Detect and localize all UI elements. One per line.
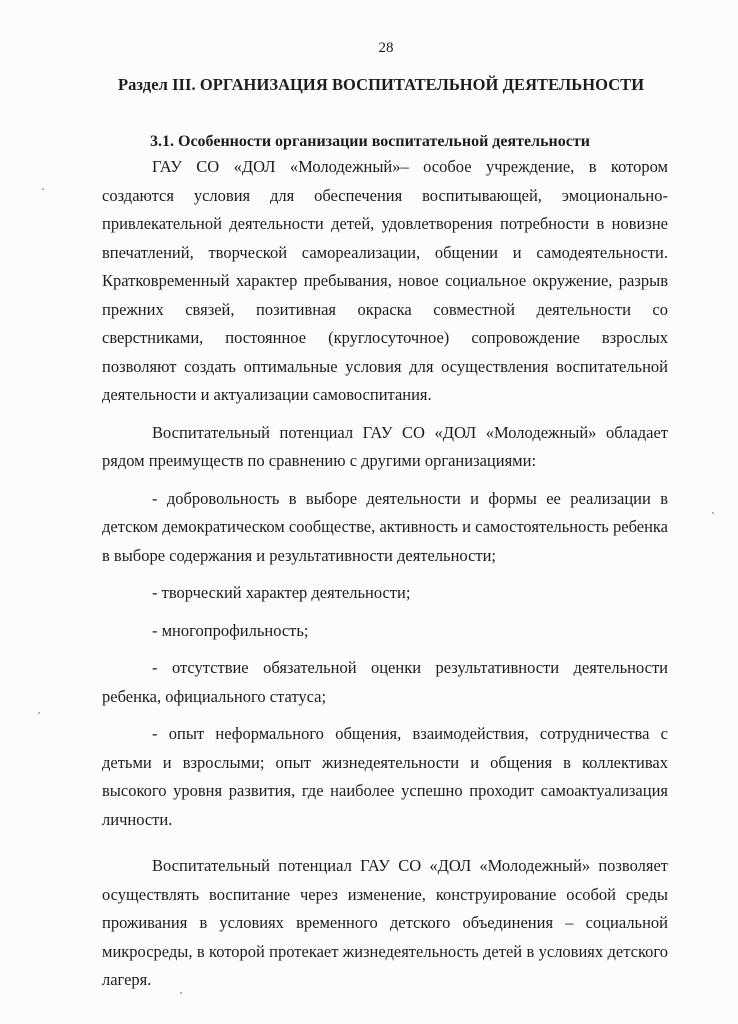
subsection-title: 3.1. Особенности организации воспитательной деятельности — [150, 133, 590, 150]
list-item-voluntariness: - добровольность в выборе деятельности и формы ее реализации в детском демократическом сообществе, активность и самостоятельность ребенка в выборе содержания и результативности деятельности; — [102, 488, 668, 565]
list-item-no-evaluation: - отсутствие обязательной оценки результативности деятельности ребенка, официального статуса; — [102, 658, 668, 706]
scan-speck — [712, 512, 714, 514]
page-number: 28 — [378, 40, 394, 56]
scan-speck — [180, 992, 182, 994]
paragraph-potential-advantages: Воспитательный потенциал ГАУ СО «ДОЛ «Молодежный» обладает рядом преимуществ по сравнению с другими организациями: — [102, 422, 668, 470]
scan-speck — [38, 712, 40, 714]
list-item-creative-character: - творческий характер деятельности; — [152, 583, 411, 602]
section-title: Раздел III. ОРГАНИЗАЦИЯ ВОСПИТАТЕЛЬНОЙ ДЕЯТЕЛЬНОСТИ — [118, 75, 645, 94]
scan-speck — [42, 188, 44, 190]
list-item-multiprofile: - многопрофильность; — [152, 620, 309, 640]
body-text — [102, 153, 668, 995]
paragraph-potential-environment: Воспитательный потенциал ГАУ СО «ДОЛ «Молодежный» позволяет осуществлять воспитание через изменение, конструирование особой среды проживания в условиях временного детского объединения – социальной микросреды, в которой протекает жизнедеятельность детей в условиях детского лагеря. — [102, 856, 668, 989]
list-item-informal-communication: - опыт неформального общения, взаимодействия, сотрудничества с детьми и взрослыми; опыт жизнедеятельности и общения в коллективах высокого уровня развития, где наиболее успешно проходит самоактуализация личности. — [102, 724, 668, 829]
paragraph-intro: ГАУ СО «ДОЛ «Молодежный»– особое учреждение, в котором создаются условия для обеспечения воспитывающей, эмоционально-привлекательной деятельности детей, удовлетворения потребности в новизне впечатлений, творческой самореализации, общении и самодеятельности. Кратковременный характер пребывания, новое социальное окружение, разрыв прежних связей, позитивная окраска совместной деятельности со сверстниками, постоянное (круглосуточное) сопровождение взрослых позволяют создать оптимальные условия для осуществления воспитательной деятельности и актуализации самовоспитания. — [102, 157, 668, 404]
